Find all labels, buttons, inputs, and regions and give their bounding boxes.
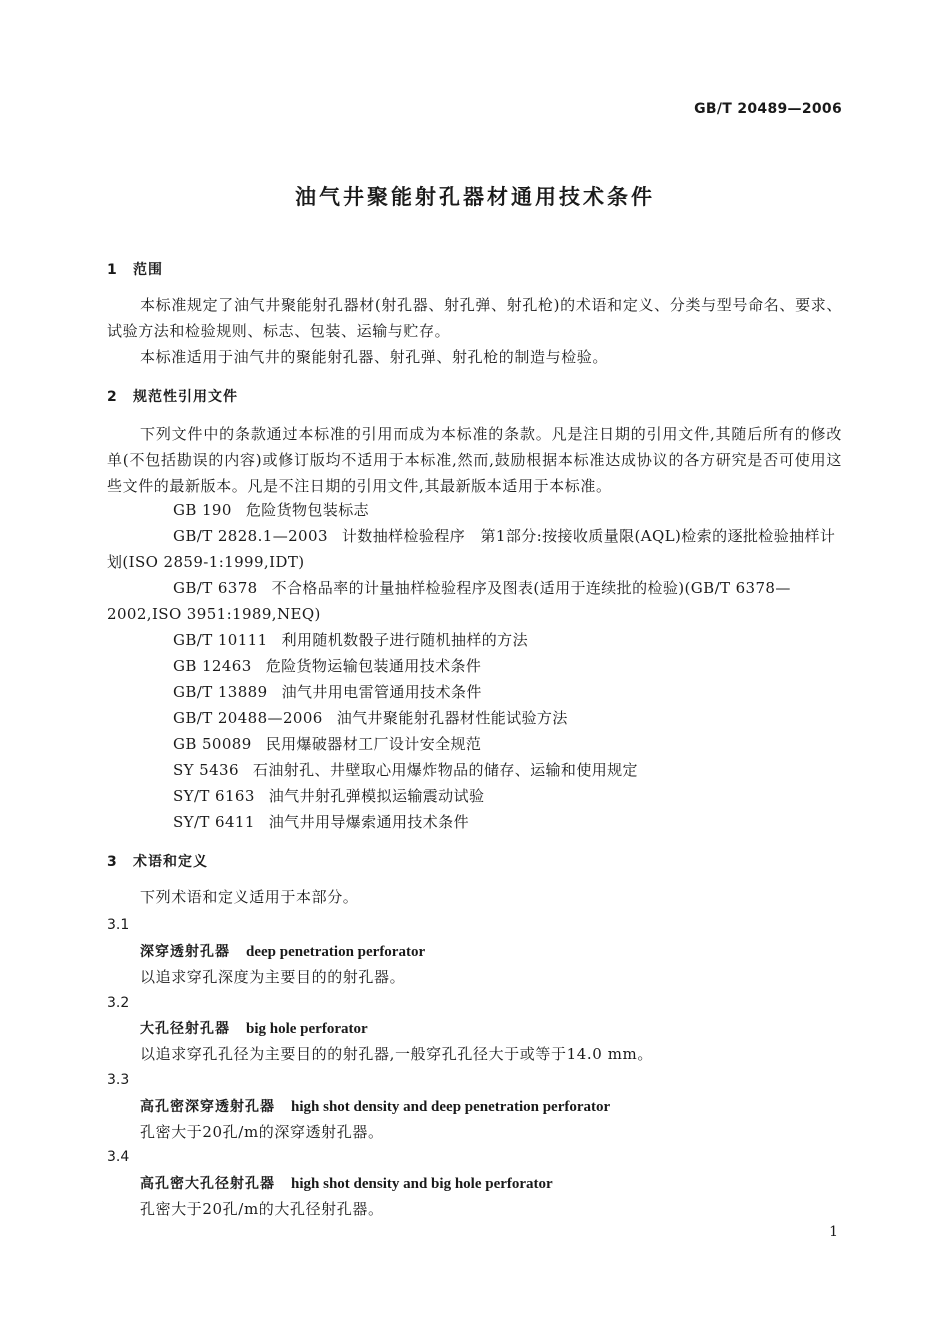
term-entry	[140, 1096, 610, 1116]
term-chinese: 大孔径射孔器	[140, 1021, 230, 1037]
reference-item	[107, 731, 842, 757]
terms-intro: 下列术语和定义适用于本部分。	[140, 888, 359, 906]
term-entry	[140, 1018, 368, 1038]
reference-code: GB/T 13889	[173, 683, 268, 701]
term-chinese: 深穿透射孔器	[140, 944, 230, 960]
section-1-heading	[107, 259, 163, 279]
section-number: 1	[107, 262, 117, 278]
term-definition: 以追求穿孔孔径为主要目的的射孔器,一般穿孔孔径大于或等于14.0 mm。	[140, 1045, 653, 1063]
scope-paragraph: 本标准规定了油气井聚能射孔器材(射孔器、射孔弹、射孔枪)的术语和定义、分类与型号命名、要求、试验方法和检验规则、标志、包装、运输与贮存。	[107, 296, 842, 340]
reference-title: 民用爆破器材工厂设计安全规范	[265, 735, 482, 753]
document-title: 油气井聚能射孔器材通用技术条件	[295, 185, 655, 209]
reference-item	[107, 809, 842, 835]
reference-item	[107, 653, 842, 679]
page-number: 1	[829, 1224, 838, 1240]
reference-code: GB/T 10111	[173, 631, 268, 649]
term-entry	[140, 941, 425, 961]
term-entry	[140, 1173, 553, 1193]
reference-title: 不合格品率的计量抽样检验程序及图表(适用于连续批的检验)(GB/T 6378—2002,ISO 3951:1989,NEQ)	[107, 579, 791, 623]
reference-item	[107, 523, 842, 575]
section-title: 范围	[133, 262, 163, 278]
term-definition: 以追求穿孔深度为主要目的的射孔器。	[140, 968, 406, 986]
reference-title: 危险货物运输包装通用技术条件	[265, 657, 482, 675]
term-definition: 孔密大于20孔/m的大孔径射孔器。	[140, 1200, 384, 1218]
term-chinese: 高孔密深穿透射孔器	[140, 1099, 275, 1115]
reference-code: GB 50089	[173, 735, 252, 753]
reference-code: GB 12463	[173, 657, 252, 675]
section-title: 术语和定义	[133, 854, 208, 870]
reference-code: SY/T 6163	[173, 787, 255, 805]
section-number: 3	[107, 854, 117, 870]
reference-item	[107, 783, 842, 809]
term-english: high shot density and deep penetration perforator	[291, 1099, 611, 1115]
term-english: high shot density and big hole perforator	[291, 1176, 553, 1192]
clause-number: 3.3	[107, 1072, 130, 1088]
reference-title: 油气井聚能射孔器材性能试验方法	[336, 709, 568, 727]
reference-title: 油气井用电雷管通用技术条件	[281, 683, 482, 701]
section-2-heading	[107, 386, 238, 406]
reference-code: GB 190	[173, 501, 232, 519]
reference-code: SY/T 6411	[173, 813, 255, 831]
section-number: 2	[107, 389, 117, 405]
reference-code: SY 5436	[173, 761, 239, 779]
normative-references-intro: 下列文件中的条款通过本标准的引用而成为本标准的条款。凡是注日期的引用文件,其随后所有的修改单(不包括勘误的内容)或修订版均不适用于本标准,然而,鼓励根据本标准达成协议的各方研究是否可使用这些文件的最新版本。凡是不注日期的引用文件,其最新版本适用于本标准。	[107, 425, 842, 495]
section-3-heading	[107, 851, 208, 871]
reference-code: GB/T 2828.1—2003	[173, 527, 328, 545]
reference-item	[107, 497, 842, 523]
reference-item	[107, 757, 842, 783]
reference-item	[107, 705, 842, 731]
term-english: deep penetration perforator	[246, 944, 426, 960]
reference-code: GB/T 6378	[173, 579, 258, 597]
reference-title: 石油射孔、井壁取心用爆炸物品的储存、运输和使用规定	[252, 761, 638, 779]
term-definition: 孔密大于20孔/m的深穿透射孔器。	[140, 1123, 384, 1141]
reference-title: 利用随机数骰子进行随机抽样的方法	[281, 631, 528, 649]
scope-paragraph: 本标准适用于油气井的聚能射孔器、射孔弹、射孔枪的制造与检验。	[140, 348, 609, 366]
reference-title: 计数抽样检验程序 第1部分:按接收质量限(AQL)检索的逐批检验抽样计划(ISO 2859-1:1999,IDT)	[107, 527, 836, 571]
reference-title: 油气井用导爆索通用技术条件	[268, 813, 469, 831]
clause-number: 3.4	[107, 1149, 130, 1165]
section-title: 规范性引用文件	[133, 389, 238, 405]
clause-number: 3.2	[107, 995, 130, 1011]
reference-item	[107, 679, 842, 705]
reference-code: GB/T 20488—2006	[173, 709, 323, 727]
reference-title: 油气井射孔弹模拟运输震动试验	[268, 787, 485, 805]
reference-item	[107, 627, 842, 653]
reference-title: 危险货物包装标志	[245, 501, 370, 519]
reference-item	[107, 575, 842, 627]
term-english: big hole perforator	[246, 1021, 368, 1037]
standard-number: GB/T 20489—2006	[694, 101, 842, 117]
term-chinese: 高孔密大孔径射孔器	[140, 1176, 275, 1192]
clause-number: 3.1	[107, 917, 130, 933]
